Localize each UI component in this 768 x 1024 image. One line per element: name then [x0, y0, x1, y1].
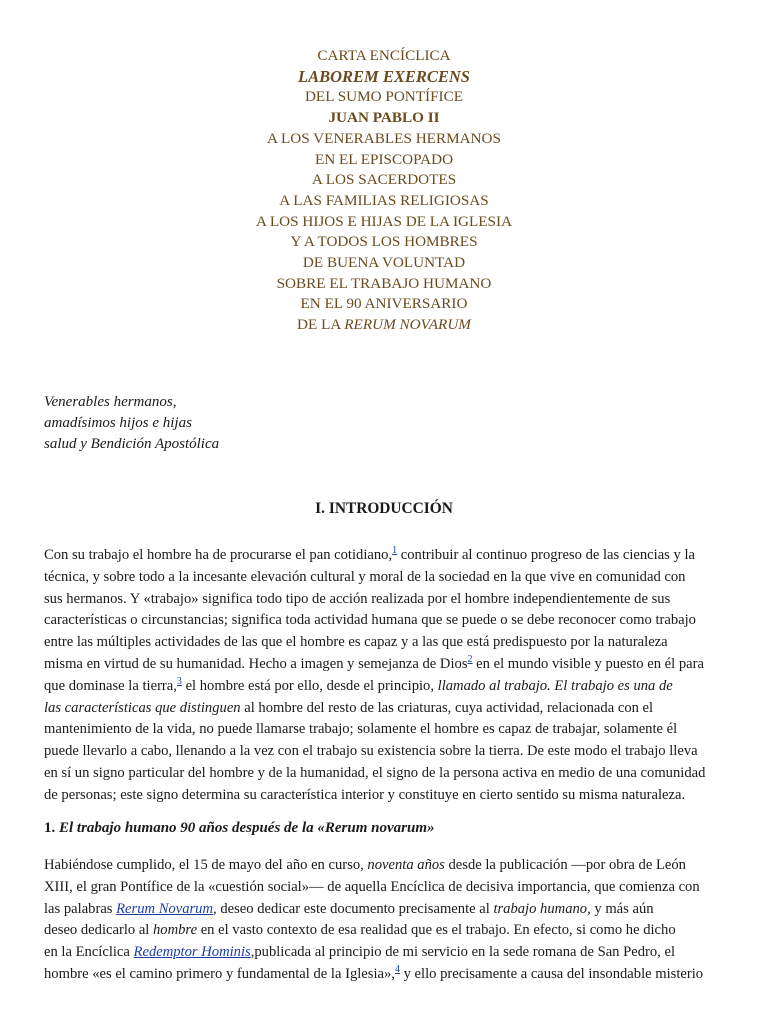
text: en el mundo visible y puesto en él para [472, 655, 704, 672]
italic-text: llamado al trabajo. El trabajo es una de [437, 677, 673, 694]
header-line: CARTA ENCÍCLICA [317, 47, 451, 64]
footnote-link[interactable]: 2 [467, 654, 473, 666]
paragraph-line [44, 654, 724, 676]
paragraph-line [44, 676, 724, 698]
text: y ello precisamente a causa del insondable misterio [399, 965, 704, 982]
paragraph-line: XIII, el gran Pontífice de la «cuestión social»— de aquella Encíclica de decisiva importancia, que comienza con [44, 878, 700, 895]
header-line: EN EL 90 ANIVERSARIO [300, 295, 468, 313]
paragraph-line: técnica, y sobre todo a la incesante elevación cultural y moral de la sociedad en la que vive en comunidad con [44, 568, 686, 585]
link-text[interactable]: Rerum Novarum [116, 900, 214, 917]
italic-text: las características que distinguen [44, 699, 241, 716]
link-text[interactable]: Redemptor Hominis [133, 944, 251, 961]
paragraph-line [44, 698, 724, 720]
section-heading-introduction: I. INTRODUCCIÓN [315, 500, 453, 517]
text: en el vasto contexto de esa realidad que es el trabajo. En efecto, si como he dicho [197, 922, 676, 939]
paragraph-line [44, 855, 724, 877]
header-line: Y A TODOS LOS HOMBRES [290, 233, 478, 251]
section-title: El trabajo humano 90 años después de la «Rerum novarum» [59, 820, 435, 836]
text: deseo dedicarlo al [44, 922, 153, 939]
text: en la Encíclica [44, 944, 134, 961]
header-line [0, 315, 768, 336]
text: al hombre del resto de las criaturas, cuya actividad, relacionada con el [240, 699, 654, 716]
text: el hombre está por ello, desde el principio, [181, 677, 438, 694]
italic-text: trabajo humano, [493, 900, 591, 917]
rerum-novarum-link[interactable] [116, 901, 213, 917]
paragraph-line: mantenimiento de la vida, no puede llamarse trabajo; solamente el hombre es capaz de trabajar, solamente él [44, 721, 678, 738]
greeting-line: Venerables hermanos, [44, 394, 177, 410]
header-line: SOBRE EL TRABAJO HUMANO [276, 274, 492, 292]
header-text: DE LA [297, 316, 345, 334]
paragraph-line [44, 545, 724, 567]
header-line: DEL SUMO PONTÍFICE [304, 88, 464, 106]
paragraph-line [44, 964, 724, 986]
paragraph-line [44, 920, 724, 942]
paragraph-line: entre las múltiples actividades de las que el hombre es capaz y a las que está predispuesto por la naturaleza [44, 634, 668, 651]
text: hombre «es el camino primero y fundamental de la Iglesia», [44, 965, 395, 982]
text: misma en virtud de su humanidad. Hecho a imagen y semejanza de Dios [44, 655, 468, 672]
greeting-line: amadísimos hijos e hijas [44, 415, 192, 431]
text: que dominase la tierra, [44, 677, 177, 694]
text: , deseo dedicar este documento precisamente al [213, 900, 494, 917]
header-line: A LAS FAMILIAS RELIGIOSAS [279, 191, 489, 209]
text: contribuir al continuo progreso de las ciencias y la [397, 547, 695, 563]
footnote-link[interactable]: 3 [176, 675, 182, 687]
header-line: DE BUENA VOLUNTAD [302, 254, 466, 272]
encyclical-header [0, 46, 768, 336]
footnote-link[interactable]: 1 [392, 545, 398, 557]
redemptor-hominis-link[interactable] [134, 944, 251, 960]
header-italic-text: RERUM NOVARUM [344, 316, 471, 334]
paragraph-line: puede llevarlo a cabo, llenando a la vez con el trabajo su existencia sobre la tierra. De este modo el trabajo lleva [44, 743, 698, 760]
italic-text: hombre [153, 922, 198, 939]
section-number: 1. [44, 820, 59, 836]
encyclical-title: LABOREM EXERCENS [298, 66, 470, 86]
header-line: A LOS VENERABLES HERMANOS [267, 129, 501, 147]
paragraph-line [44, 899, 724, 921]
header-line: A LOS SACERDOTES [311, 171, 457, 189]
paragraph-line: características o circunstancias; significa toda actividad humana que se puede o se debe reconocer como trabajo [44, 612, 696, 629]
paragraph-line [44, 942, 724, 964]
section-heading-1 [44, 820, 434, 837]
text: y más aún [590, 900, 654, 917]
paragraph-section-1 [44, 855, 724, 986]
footnote-link[interactable]: 4 [394, 964, 400, 976]
paragraph-line: de personas; este signo determina su característica interior y constituye en cierto sentido su misma naturaleza. [44, 786, 686, 803]
pope-name: JUAN PABLO II [328, 109, 440, 127]
text: desde la publicación —por obra de León [444, 857, 686, 873]
header-line: A LOS HIJOS E HIJAS DE LA IGLESIA [255, 212, 513, 230]
italic-text: noventa años [367, 857, 445, 873]
text: Con su trabajo el hombre ha de procurarse el pan cotidiano, [44, 547, 393, 563]
text: las palabras [44, 900, 117, 917]
text: Habiéndose cumplido, el 15 de mayo del año en curso, [44, 857, 368, 873]
paragraph-line: en sí un signo particular del hombre y de la humanidad, el signo de la persona activa en medio de una comunidad [44, 764, 706, 781]
text: ,publicada al principio de mi servicio en la sede romana de San Pedro, el [250, 944, 675, 961]
header-line: EN EL EPISCOPADO [314, 150, 454, 168]
greeting [44, 392, 219, 455]
paragraph-line: sus hermanos. Y «trabajo» significa todo tipo de acción realizada por el hombre independientemente de sus [44, 590, 671, 607]
greeting-line: salud y Bendición Apostólica [44, 436, 220, 452]
paragraph-introduction [44, 545, 724, 807]
